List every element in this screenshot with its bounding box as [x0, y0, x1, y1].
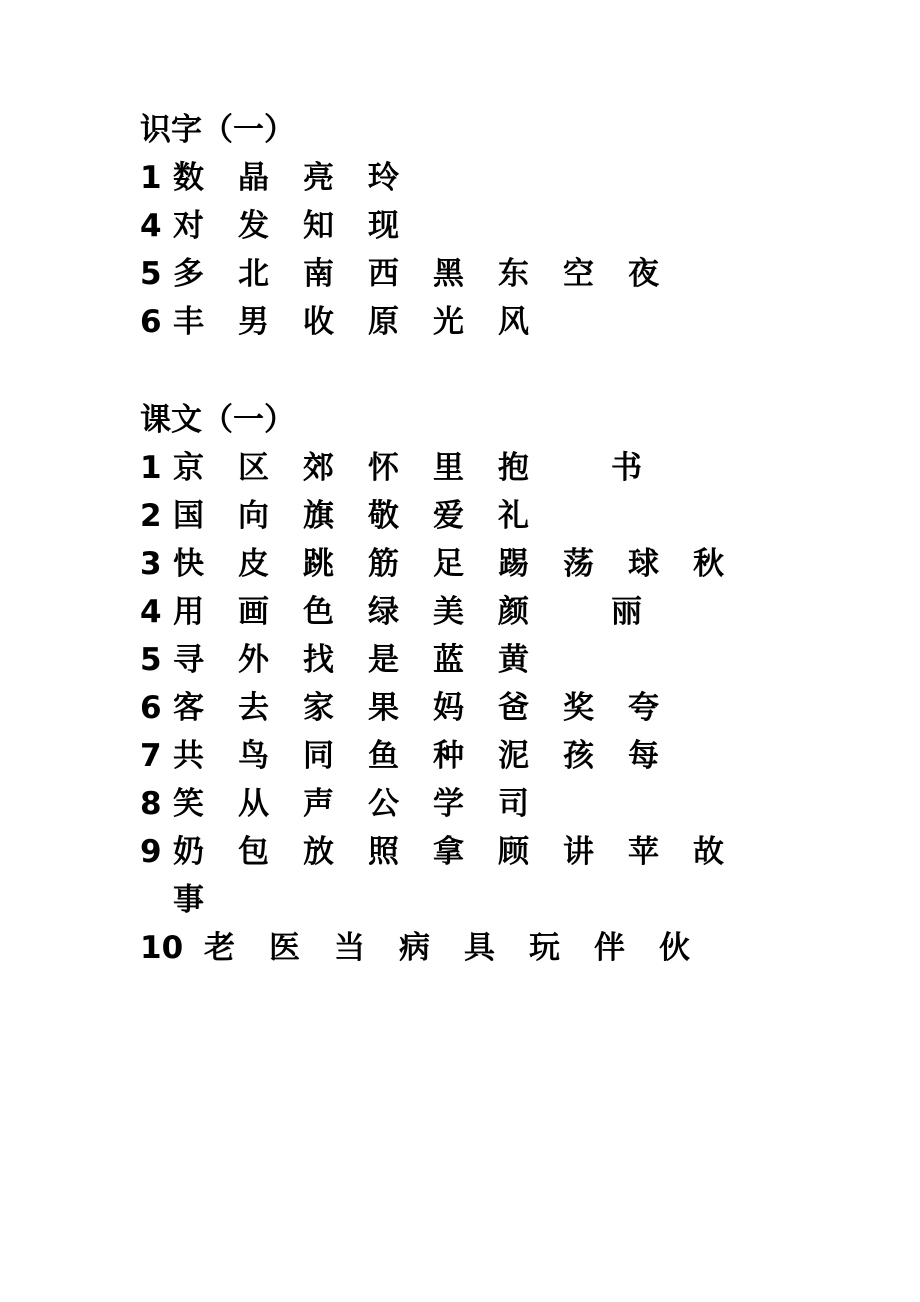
character: 旗: [303, 498, 334, 534]
character: 是: [368, 642, 399, 678]
character: 男: [238, 304, 269, 340]
lesson-row: [140, 202, 780, 250]
character: 东: [498, 256, 529, 292]
character: 笑: [173, 786, 204, 822]
lesson-row: [140, 828, 780, 876]
character: 公: [368, 786, 399, 822]
character-list: [173, 202, 399, 250]
character: 苹: [628, 834, 659, 870]
section-shizi: [140, 106, 780, 346]
lesson-number: 8: [140, 786, 162, 822]
character: 照: [368, 834, 399, 870]
character: 事: [173, 882, 204, 918]
character: 故: [693, 834, 724, 870]
character: 筋: [368, 546, 399, 582]
lesson-row: [140, 540, 780, 588]
character: 每: [628, 738, 659, 774]
character: 球: [628, 546, 659, 582]
character: 荡: [563, 546, 594, 582]
character-list: [173, 154, 399, 202]
lesson-row: [140, 732, 780, 780]
character: 书: [611, 450, 642, 486]
lesson-number: 1: [140, 160, 162, 196]
lesson-row: [140, 492, 780, 540]
lesson-row: [140, 684, 780, 732]
character: 同: [303, 738, 334, 774]
character: 踢: [498, 546, 529, 582]
character: 敬: [368, 498, 399, 534]
character: 找: [303, 642, 334, 678]
character: 原: [368, 304, 399, 340]
character: 种: [433, 738, 464, 774]
character: 西: [368, 256, 399, 292]
lesson-number: 6: [140, 690, 162, 726]
character: 知: [303, 208, 334, 244]
lesson-number: 3: [140, 546, 162, 582]
character: 黄: [498, 642, 529, 678]
character: 家: [303, 690, 334, 726]
character-list: [173, 492, 529, 540]
section-kewen: [140, 396, 780, 972]
lesson-number: 7: [140, 738, 162, 774]
lesson-row: [140, 250, 780, 298]
character: 顾: [498, 834, 529, 870]
character: 爸: [498, 690, 529, 726]
character-list: [173, 444, 642, 492]
character: 寻: [173, 642, 204, 678]
character: 国: [173, 498, 204, 534]
character: 黑: [433, 256, 464, 292]
lesson-number: 6: [140, 304, 162, 340]
character: 伙: [659, 930, 690, 966]
character: 画: [238, 594, 269, 630]
character: 绿: [368, 594, 399, 630]
character: 收: [303, 304, 334, 340]
lesson-row: [140, 636, 780, 684]
character: 玲: [368, 160, 399, 196]
character: 京: [173, 450, 204, 486]
character: 南: [303, 256, 334, 292]
character-list: [173, 540, 724, 588]
character: 多: [173, 256, 204, 292]
character: 区: [238, 450, 269, 486]
character: 北: [238, 256, 269, 292]
character: 风: [498, 304, 529, 340]
character: 奖: [563, 690, 594, 726]
character: 拿: [433, 834, 464, 870]
character: 用: [173, 594, 204, 630]
character: 共: [173, 738, 204, 774]
lesson-number: 9: [140, 834, 162, 870]
character: 发: [238, 208, 269, 244]
lesson-row: [140, 588, 780, 636]
character: 讲: [563, 834, 594, 870]
character: 足: [433, 546, 464, 582]
character: 向: [238, 498, 269, 534]
character: 声: [303, 786, 334, 822]
character-list: [173, 732, 659, 780]
character: 丽: [611, 594, 642, 630]
character: 客: [173, 690, 204, 726]
section-title: 课文（一）: [140, 402, 295, 438]
lesson-number: 2: [140, 498, 162, 534]
character: 医: [269, 930, 300, 966]
character-list: [173, 636, 529, 684]
character: 爱: [433, 498, 464, 534]
character: 伴: [594, 930, 625, 966]
character: 放: [303, 834, 334, 870]
character: 郊: [303, 450, 334, 486]
character-list: [173, 684, 659, 732]
character: 空: [563, 256, 594, 292]
character: 里: [433, 450, 464, 486]
character: 蓝: [433, 642, 464, 678]
lesson-row: [140, 444, 780, 492]
lesson-row: [140, 924, 780, 972]
lesson-number: 10: [140, 930, 184, 966]
lesson-row-continuation: [140, 876, 780, 924]
character: 夸: [628, 690, 659, 726]
character: 当: [334, 930, 365, 966]
character: 颜: [498, 594, 529, 630]
character: 晶: [238, 160, 269, 196]
section-title: 识字（一）: [140, 112, 295, 148]
character: 数: [173, 160, 204, 196]
character: 去: [238, 690, 269, 726]
character: 丰: [173, 304, 204, 340]
character-list: [173, 588, 642, 636]
character: 妈: [433, 690, 464, 726]
character: 学: [433, 786, 464, 822]
character-list: [173, 250, 659, 298]
character-list: [173, 780, 529, 828]
character: 具: [464, 930, 495, 966]
lesson-number: 5: [140, 642, 162, 678]
character: 亮: [303, 160, 334, 196]
character: 礼: [498, 498, 529, 534]
character: 病: [399, 930, 430, 966]
lesson-row: [140, 298, 780, 346]
character: 抱: [498, 450, 529, 486]
lesson-number: 5: [140, 256, 162, 292]
character-list: [204, 924, 690, 972]
character: 外: [238, 642, 269, 678]
character: 对: [173, 208, 204, 244]
character: 果: [368, 690, 399, 726]
character: 光: [433, 304, 464, 340]
character: 司: [498, 786, 529, 822]
character: 鸟: [238, 738, 269, 774]
character: 快: [173, 546, 204, 582]
character: 包: [238, 834, 269, 870]
character: 奶: [173, 834, 204, 870]
character: 夜: [628, 256, 659, 292]
lesson-number: 4: [140, 208, 162, 244]
character-list: [173, 828, 724, 876]
character: 美: [433, 594, 464, 630]
character: 泥: [498, 738, 529, 774]
character: 鱼: [368, 738, 399, 774]
lesson-number: 1: [140, 450, 162, 486]
character-list: [173, 298, 529, 346]
character: 孩: [563, 738, 594, 774]
lesson-row: [140, 154, 780, 202]
lesson-row: [140, 780, 780, 828]
character: 皮: [238, 546, 269, 582]
lesson-number: 4: [140, 594, 162, 630]
character: 从: [238, 786, 269, 822]
character: 现: [368, 208, 399, 244]
character: 怀: [368, 450, 399, 486]
character: 秋: [693, 546, 724, 582]
character: 色: [303, 594, 334, 630]
character: 跳: [303, 546, 334, 582]
character: 玩: [529, 930, 560, 966]
character: 老: [204, 930, 235, 966]
